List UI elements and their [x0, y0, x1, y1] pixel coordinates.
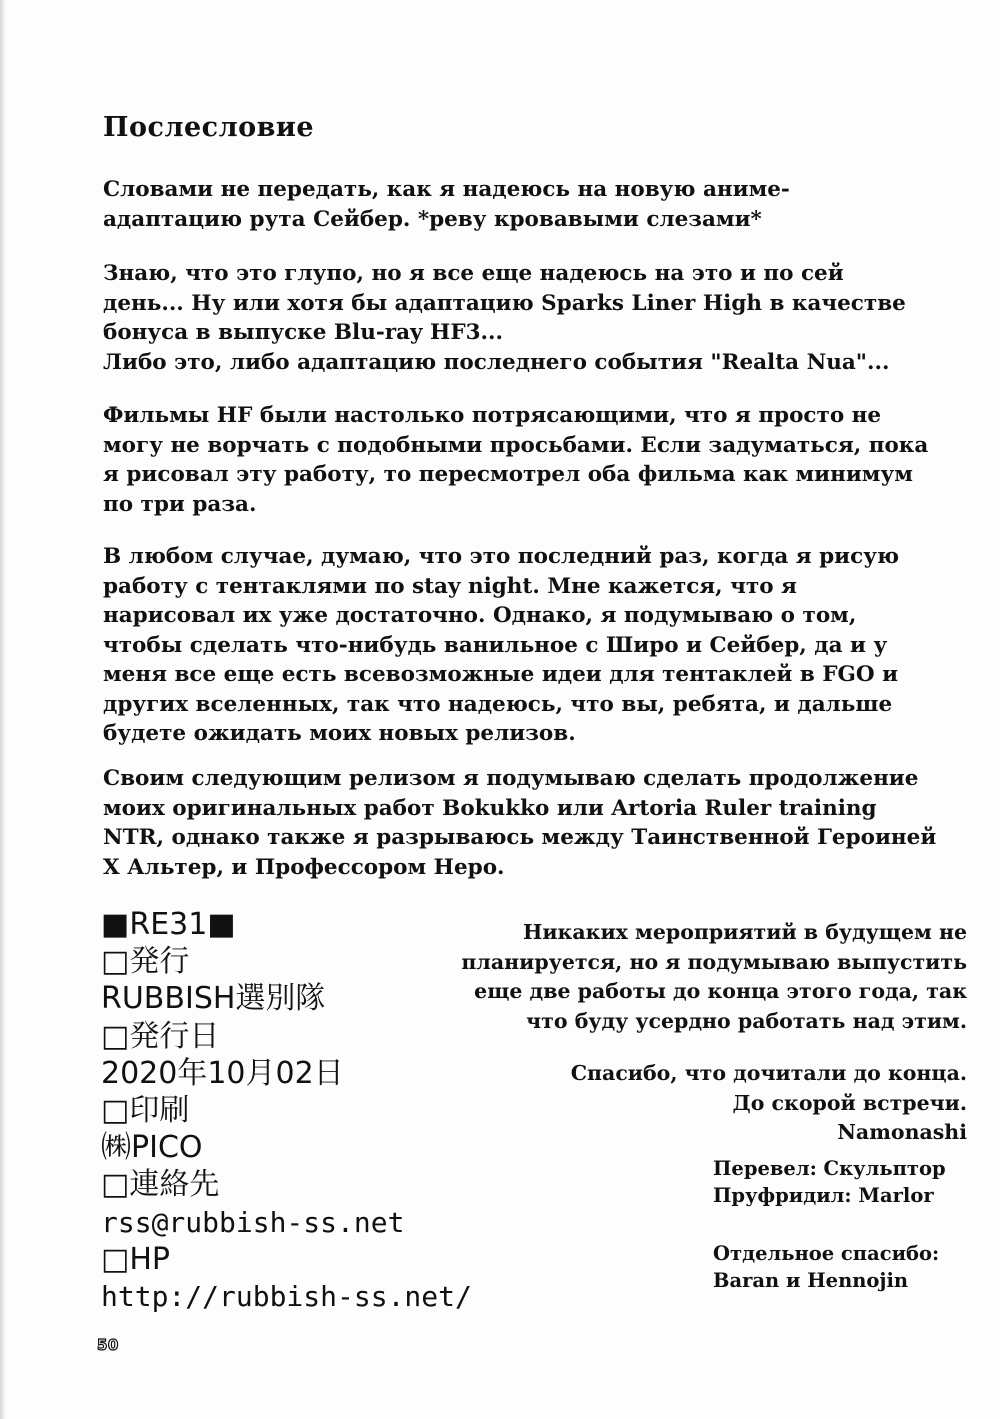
paragraph-line: NTR, однако также я разрываюсь между Таинственной Героиней [103, 825, 937, 850]
paragraph-2 [103, 259, 943, 377]
proofreader-credit: Пруфридил: Marlor [713, 1184, 934, 1207]
paragraph-line: чтобы сделать что-нибудь ванильное с Широ и Сейбер, да и у [103, 632, 888, 658]
paragraph-line: адаптацию рута Сейбер. *реву кровавыми слезами* [103, 206, 762, 232]
events-line: планируется, но я подумываю выпустить [461, 949, 967, 974]
special-thanks [713, 1240, 939, 1294]
paragraph-line: будете ожидать моих новых релизов. [103, 721, 576, 746]
colophon-code: ■RE31■ [101, 907, 236, 942]
paragraph-line: Либо это, либо адаптацию последнего события "Realta Nua"... [103, 349, 890, 375]
paragraph-line: В любом случае, думаю, что это последний раз, когда я рисую [103, 544, 900, 569]
paragraph-line: Своим следующим релизом я подумываю сделать продолжение [103, 766, 919, 791]
paragraph-line: я рисовал эту работу, то пересмотрел оба фильма как минимум [103, 462, 913, 487]
author-signature: Namonashi [837, 1120, 967, 1144]
translation-credits [713, 1155, 946, 1209]
paragraph-line: могу не ворчать с подобными просьбами. Если задуматься, пока [103, 432, 929, 458]
paragraph-4 [103, 542, 943, 749]
paragraph-line: работу с тентаклями по stay night. Мне кажется, что я [103, 573, 797, 599]
contact-label: □連絡先 [101, 1167, 220, 1203]
hp-label: □HP [101, 1241, 170, 1277]
paragraph-line: по три раза. [103, 491, 257, 517]
paragraph-line: нарисовал их уже достаточно. Однако, я подумываю о том, [103, 603, 857, 628]
events-note [461, 918, 967, 1036]
colophon [101, 906, 472, 1315]
paragraph-5 [103, 764, 943, 882]
homepage-url: http://rubbish-ss.net/ [101, 1280, 472, 1314]
contact-email: rss@rubbish-ss.net [101, 1205, 405, 1239]
paragraph-line: Фильмы HF были настолько потрясающими, что я просто не [103, 403, 882, 428]
special-thanks-label: Отдельное спасибо: [713, 1242, 940, 1265]
page-title: Послесловие [103, 112, 315, 143]
paragraph-line: других вселенных, так что надеюсь, что вы, ребята, и дальше [103, 691, 893, 717]
thanks-note [571, 1059, 967, 1148]
printer-name: ㈱PICO [101, 1130, 203, 1166]
paragraph-line: бонуса в выпуске Blu-ray HF3... [103, 320, 504, 345]
publish-date: 2020年10月02日 [101, 1055, 344, 1091]
publisher-name: RUBBISH選別隊 [101, 981, 326, 1017]
special-thanks-names: Baran и Hennojin [713, 1269, 909, 1292]
paragraph-line: Словами не передать, как я надеюсь на новую аниме- [103, 177, 790, 202]
events-line: Никаких мероприятий в будущем не [522, 920, 967, 944]
thanks-line: Спасибо, что дочитали до конца. [570, 1061, 967, 1085]
paragraph-line: моих оригинальных работ Bokukko или Artoria Ruler training [103, 795, 877, 821]
paragraph-line: меня все еще есть всевозможные идеи для тентаклей в FGO и [103, 662, 899, 687]
events-line: еще две работы до конца этого года, так [474, 979, 967, 1003]
page-edge-shadow [0, 0, 6, 1419]
translator-credit: Перевел: Скульптор [713, 1157, 946, 1180]
paragraph-line: день... Ну или хотя бы адаптацию Sparks Liner High в качестве [103, 290, 906, 316]
paragraph-1 [103, 175, 943, 234]
events-line: что буду усердно работать над этим. [526, 1008, 967, 1033]
printer-label: □印刷 [101, 1093, 190, 1129]
date-label: □発行日 [101, 1018, 220, 1054]
thanks-line: До скорой встречи. [732, 1090, 967, 1115]
paragraph-3 [103, 401, 943, 519]
publisher-label: □発行 [101, 944, 190, 980]
paragraph-line: Знаю, что это глупо, но я все еще надеюсь на это и по сей [103, 261, 844, 286]
paragraph-line: X Альтер, и Профессором Неро. [103, 854, 505, 880]
page-number: 50 [97, 1336, 119, 1354]
